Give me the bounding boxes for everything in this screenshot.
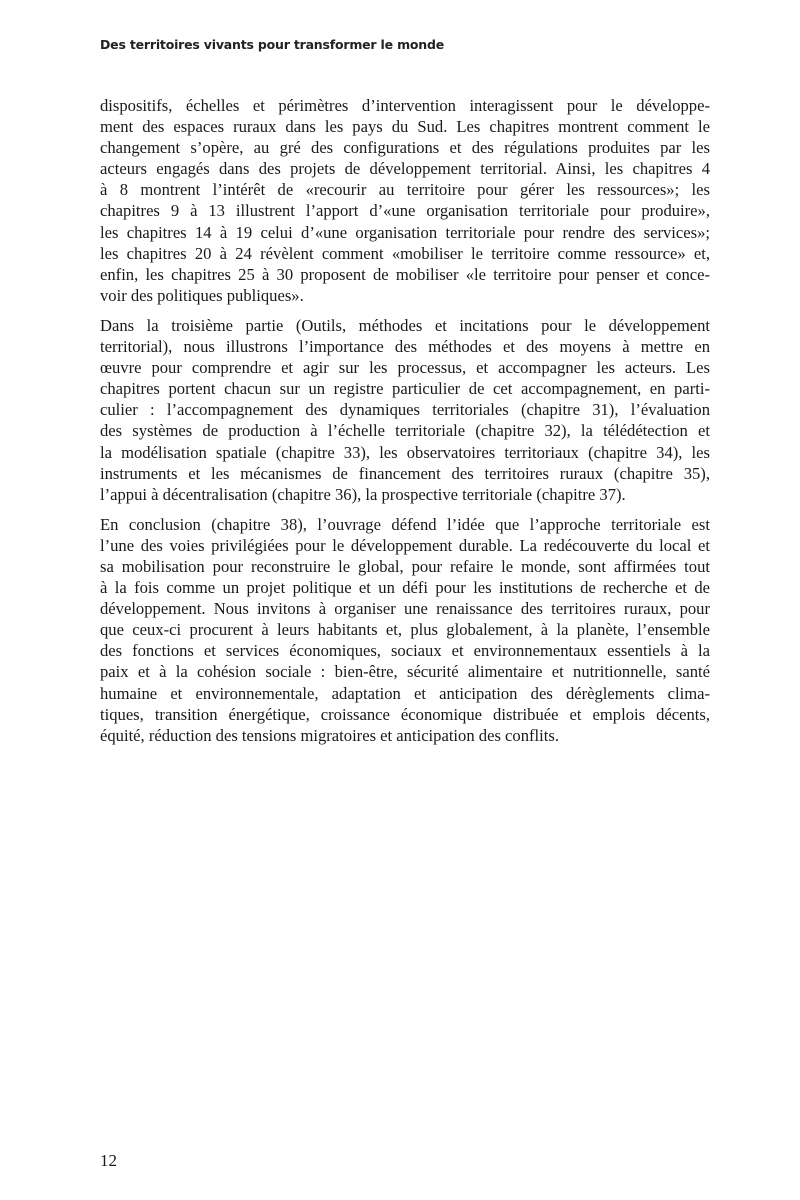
text-line: des fonctions et services économiques, sociaux et environnementaux essentiels à la — [100, 641, 710, 661]
text-line: acteurs engagés dans des projets de développement territorial. Ainsi, les chapitres 4 — [100, 159, 710, 179]
text-line: développement. Nous invitons à organiser une renaissance des territoires ruraux, pour — [100, 599, 710, 619]
text-line: paix et à la cohésion sociale : bien-être, sécurité alimentaire et nutritionnelle, santé — [100, 662, 710, 682]
text-line: changement s’opère, au gré des configurations et des régulations produites par les — [100, 138, 710, 158]
text-line: à la fois comme un projet politique et un défi pour les institutions de recherche et de — [100, 578, 710, 598]
text-line: équité, réduction des tensions migratoires et anticipation des conflits. — [100, 725, 559, 745]
text-line: ment des espaces ruraux dans les pays du Sud. Les chapitres montrent comment le — [100, 117, 710, 137]
body-text — [100, 95, 710, 755]
paragraph — [100, 95, 710, 306]
text-line: que ceux-ci procurent à leurs habitants et, plus globalement, à la planète, l’ensemble — [100, 620, 710, 640]
text-line: En conclusion (chapitre 38), l’ouvrage défend l’idée que l’approche territoriale est — [100, 514, 710, 534]
text-line: des systèmes de production à l’échelle territoriale (chapitre 32), la télédétection et — [100, 421, 710, 441]
text-line: chapitres 9 à 13 illustrent l’apport d’«une organisation territoriale pour produire», — [100, 201, 710, 221]
text-line: la modélisation spatiale (chapitre 33), les observatoires territoriaux (chapitre 34), les — [100, 442, 710, 462]
paragraph — [100, 315, 710, 505]
text-line: à 8 montrent l’intérêt de «recourir au territoire pour gérer les ressources»; les — [100, 180, 710, 200]
paragraph — [100, 514, 710, 746]
text-line: l’appui à décentralisation (chapitre 36), la prospective territoriale (chapitre 37). — [100, 484, 626, 504]
text-line: humaine et environnementale, adaptation et anticipation des dérèglements clima- — [100, 683, 710, 703]
text-line: les chapitres 14 à 19 celui d’«une organisation territoriale pour rendre des services»; — [100, 222, 710, 242]
text-line: enfin, les chapitres 25 à 30 proposent de mobiliser «le territoire pour penser et conce- — [100, 264, 710, 284]
page-number: 12 — [100, 1151, 117, 1170]
text-line: sa mobilisation pour reconstruire le global, pour refaire le monde, sont affirmées tout — [100, 556, 710, 576]
text-line: instruments et les mécanismes de financement des territoires ruraux (chapitre 35), — [100, 463, 710, 483]
text-line: voir des politiques publiques». — [100, 285, 304, 305]
text-line: les chapitres 20 à 24 révèlent comment «mobiliser le territoire comme ressource» et, — [100, 243, 710, 263]
text-line: œuvre pour comprendre et agir sur les processus, et accompagner les acteurs. Les — [100, 358, 710, 378]
text-line: culier : l’accompagnement des dynamiques territoriales (chapitre 31), l’évaluation — [100, 400, 710, 420]
text-line: tiques, transition énergétique, croissance économique distribuée et emplois décents, — [100, 704, 710, 724]
text-line: territorial), nous illustrons l’importance des méthodes et des moyens à mettre en — [100, 337, 710, 357]
text-line: dispositifs, échelles et périmètres d’intervention interagissent pour le développe- — [100, 96, 710, 115]
running-header: Des territoires vivants pour transformer le monde — [100, 37, 445, 52]
text-line: Dans la troisième partie (Outils, méthodes et incitations pour le développement — [100, 315, 710, 335]
text-line: chapitres portent chacun sur un registre particulier de cet accompagnement, en parti- — [100, 379, 710, 399]
text-line: l’une des voies privilégiées pour le développement durable. La redécouverte du local et — [100, 535, 710, 555]
